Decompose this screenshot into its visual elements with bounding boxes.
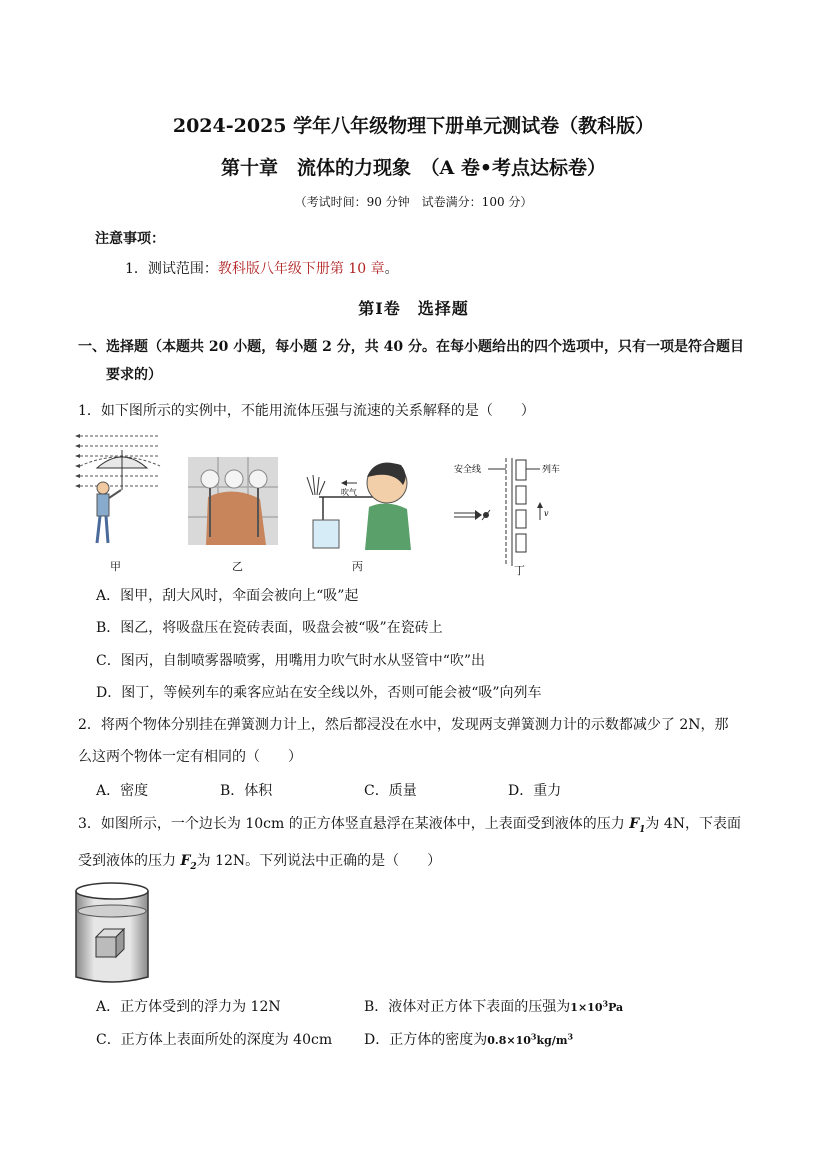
section-line1: 一、选择题（本题共 20 小题，每小题 2 分，共 40 分。在每小题给出的四个选项中，只有一项是符合题目 bbox=[78, 339, 744, 355]
q3-option-b-number: 1×10 bbox=[570, 1001, 603, 1014]
q3-option-d-unit-exponent: 3 bbox=[567, 1031, 574, 1042]
fig-label-bing: 丙 bbox=[352, 560, 363, 573]
q3-option-b-exponent: 3 bbox=[602, 998, 609, 1009]
q1-option-b: B．图乙，将吸盘压在瓷砖表面，吸盘会被“吸”在瓷砖上 bbox=[96, 620, 443, 636]
symbol-f2-sub: 2 bbox=[190, 861, 197, 872]
q1-option-c: C．图丙，自制喷雾器喷雾，用嘴用力吹气时水从竖管中“吹”出 bbox=[96, 653, 486, 669]
q2-option-a: A．密度 bbox=[96, 783, 149, 799]
fig-text-train: 列车 bbox=[542, 465, 561, 475]
fig-label-ding: 丁 bbox=[514, 564, 525, 577]
q3-stem-line1-a: 3．如图所示，一个边长为 10cm 的正方体竖直悬浮在某液体中，上表面受到液体的压力 bbox=[78, 816, 630, 832]
fig-label-jia: 甲 bbox=[110, 560, 121, 573]
q3-stem-line2 bbox=[78, 850, 768, 872]
notice-scope bbox=[125, 258, 399, 278]
q1-option-d: D．图丁，等候列车的乘客应站在安全线以外，否则可能会被“吸”向列车 bbox=[96, 685, 542, 701]
section-heading bbox=[78, 333, 758, 389]
symbol-f1-sub: 1 bbox=[639, 824, 646, 835]
exam-meta: （考试时间：90 分钟 试卷满分：100 分） bbox=[294, 195, 533, 209]
q3-option-d-value bbox=[487, 1031, 574, 1047]
figure-sprayer bbox=[305, 455, 415, 550]
q3-stem-line1 bbox=[78, 813, 768, 835]
q3-option-b bbox=[364, 996, 623, 1016]
fig-label-yi: 乙 bbox=[232, 560, 243, 573]
notice-heading: 注意事项： bbox=[95, 231, 165, 247]
q2-option-c: C．质量 bbox=[364, 783, 417, 799]
section-line2: 要求的） bbox=[106, 367, 162, 383]
q3-stem-line2-a: 受到液体的压力 bbox=[78, 853, 181, 869]
fig-text-safety-line: 安全线 bbox=[454, 465, 482, 475]
q3-option-a: A．正方体受到的浮力为 12N bbox=[96, 999, 281, 1015]
q3-option-c: C．正方体上表面所处的深度为 40cm bbox=[96, 1032, 333, 1048]
symbol-f2-base: F bbox=[180, 853, 191, 869]
q1-stem: 1．如下图所示的实例中，不能用流体压强与流速的关系解释的是（ ） bbox=[78, 403, 535, 419]
symbol-f1-base: F bbox=[629, 816, 640, 832]
scope-suffix: 。 bbox=[384, 261, 399, 277]
scope-prefix: 1．测试范围： bbox=[125, 261, 218, 277]
fig-text-blow: 吹气 bbox=[341, 488, 357, 497]
q3-option-d-unit: kg/m bbox=[536, 1034, 568, 1047]
q3-option-b-text: B．液体对正方体下表面的压强为 bbox=[364, 999, 571, 1015]
volume-title: 第Ⅰ卷 选择题 bbox=[358, 299, 469, 318]
symbol-f2 bbox=[180, 853, 197, 872]
q2-option-b: B．体积 bbox=[220, 783, 273, 799]
q2-stem-line1: 2．将两个物体分别挂在弹簧测力计上，然后都浸没在水中，发现两支弹簧测力计的示数都减少了 2N，那 bbox=[78, 717, 729, 733]
q3-stem-line1-b: 为 4N，下表面 bbox=[645, 816, 742, 832]
q3-option-d-text: D．正方体的密度为 bbox=[364, 1032, 488, 1048]
figure-suction-cups bbox=[188, 457, 278, 545]
scope-value: 教科版八年级下册第 10 章 bbox=[217, 261, 385, 277]
q3-option-d-exponent: 3 bbox=[530, 1031, 537, 1042]
q3-option-b-unit: Pa bbox=[608, 1001, 624, 1014]
q3-option-d bbox=[364, 1029, 573, 1049]
fig-text-v: v bbox=[544, 509, 549, 518]
q1-option-a: A．图甲，刮大风时，伞面会被向上“吸”起 bbox=[96, 588, 359, 604]
symbol-f1 bbox=[629, 816, 646, 835]
exam-title: 2024-2025 学年八年级物理下册单元测试卷（教科版） bbox=[172, 115, 655, 137]
q3-option-d-number: 0.8×10 bbox=[487, 1034, 531, 1047]
q2-stem-line2: 么这两个物体一定有相同的（ ） bbox=[78, 749, 302, 765]
q3-stem-line2-b: 为 12N。下列说法中正确的是（ ） bbox=[196, 853, 442, 869]
chapter-title: 第十章 流体的力现象 （A 卷•考点达标卷） bbox=[220, 157, 606, 179]
figure-safety-line bbox=[448, 458, 573, 566]
q3-option-b-value bbox=[570, 998, 624, 1014]
figure-cube-in-liquid bbox=[74, 881, 150, 987]
figure-umbrella bbox=[75, 428, 165, 553]
q2-option-d: D．重力 bbox=[508, 783, 562, 799]
